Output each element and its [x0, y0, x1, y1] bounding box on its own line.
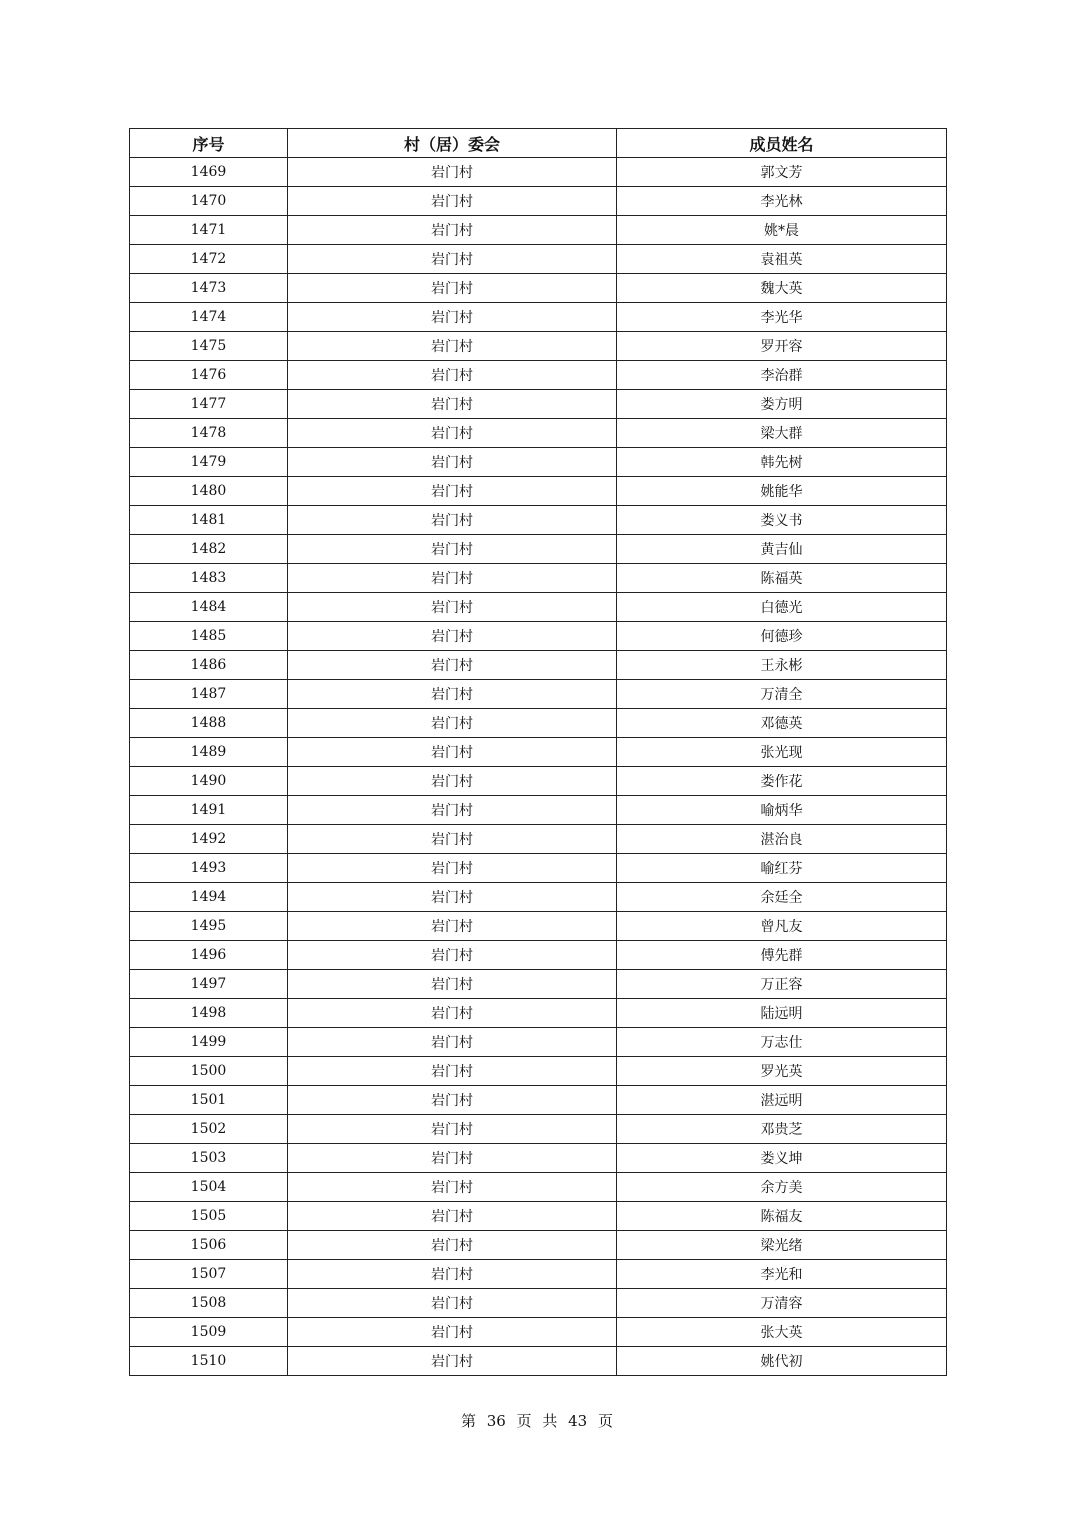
village-committee-cell: 岩门村: [288, 1202, 617, 1231]
village-committee-cell: 岩门村: [288, 1115, 617, 1144]
member-name-cell: 傅先群: [617, 941, 947, 970]
village-committee-cell: 岩门村: [288, 1318, 617, 1347]
member-name-cell: 余廷全: [617, 883, 947, 912]
table-row: [130, 680, 947, 709]
member-name-cell: 姚能华: [617, 477, 947, 506]
table-row: [130, 332, 947, 361]
village-committee-cell: 岩门村: [288, 912, 617, 941]
table-row: [130, 1115, 947, 1144]
table-row: [130, 245, 947, 274]
serial-number-cell: 1489: [130, 738, 288, 767]
serial-number-cell: 1494: [130, 883, 288, 912]
member-name-cell: 李光华: [617, 303, 947, 332]
member-name-cell: 万正容: [617, 970, 947, 999]
table-row: [130, 651, 947, 680]
serial-number-cell: 1469: [130, 158, 288, 187]
serial-number-cell: 1487: [130, 680, 288, 709]
serial-number-cell: 1492: [130, 825, 288, 854]
serial-number-cell: 1505: [130, 1202, 288, 1231]
table-row: [130, 767, 947, 796]
member-name-cell: 万志仕: [617, 1028, 947, 1057]
member-name-cell: 娄方明: [617, 390, 947, 419]
serial-number-cell: 1474: [130, 303, 288, 332]
serial-number-cell: 1500: [130, 1057, 288, 1086]
village-committee-cell: 岩门村: [288, 622, 617, 651]
serial-number-cell: 1480: [130, 477, 288, 506]
table-row: [130, 1057, 947, 1086]
village-committee-cell: 岩门村: [288, 477, 617, 506]
member-name-cell: 王永彬: [617, 651, 947, 680]
member-name-cell: 罗开容: [617, 332, 947, 361]
table-row: [130, 941, 947, 970]
serial-number-cell: 1485: [130, 622, 288, 651]
member-name-cell: 罗光英: [617, 1057, 947, 1086]
serial-number-cell: 1508: [130, 1289, 288, 1318]
member-name-cell: 喻红芬: [617, 854, 947, 883]
table-row: [130, 1173, 947, 1202]
table-row: [130, 158, 947, 187]
serial-number-cell: 1499: [130, 1028, 288, 1057]
member-roster-table: [129, 128, 947, 1376]
member-name-cell: 湛远明: [617, 1086, 947, 1115]
table-row: [130, 477, 947, 506]
header-member-name: 成员姓名: [617, 129, 947, 158]
table-row: [130, 216, 947, 245]
village-committee-cell: 岩门村: [288, 216, 617, 245]
table-row: [130, 1260, 947, 1289]
table-row: [130, 1318, 947, 1347]
serial-number-cell: 1482: [130, 535, 288, 564]
village-committee-cell: 岩门村: [288, 535, 617, 564]
village-committee-cell: 岩门村: [288, 680, 617, 709]
serial-number-cell: 1479: [130, 448, 288, 477]
serial-number-cell: 1498: [130, 999, 288, 1028]
member-name-cell: 何德珍: [617, 622, 947, 651]
serial-number-cell: 1504: [130, 1173, 288, 1202]
table-row: [130, 1028, 947, 1057]
village-committee-cell: 岩门村: [288, 1028, 617, 1057]
member-name-cell: 万清全: [617, 680, 947, 709]
member-name-cell: 白德光: [617, 593, 947, 622]
table-row: [130, 854, 947, 883]
village-committee-cell: 岩门村: [288, 245, 617, 274]
village-committee-cell: 岩门村: [288, 187, 617, 216]
member-name-cell: 娄义书: [617, 506, 947, 535]
member-name-cell: 梁大群: [617, 419, 947, 448]
member-name-cell: 袁祖英: [617, 245, 947, 274]
table-row: [130, 390, 947, 419]
table-row: [130, 999, 947, 1028]
serial-number-cell: 1509: [130, 1318, 288, 1347]
member-name-cell: 姚*晨: [617, 216, 947, 245]
table-row: [130, 535, 947, 564]
table-row: [130, 303, 947, 332]
village-committee-cell: 岩门村: [288, 1057, 617, 1086]
serial-number-cell: 1491: [130, 796, 288, 825]
village-committee-cell: 岩门村: [288, 1173, 617, 1202]
table-row: [130, 274, 947, 303]
member-name-cell: 陆远明: [617, 999, 947, 1028]
member-name-cell: 张大英: [617, 1318, 947, 1347]
serial-number-cell: 1501: [130, 1086, 288, 1115]
table-row: [130, 1289, 947, 1318]
serial-number-cell: 1473: [130, 274, 288, 303]
village-committee-cell: 岩门村: [288, 564, 617, 593]
member-name-cell: 张光现: [617, 738, 947, 767]
member-name-cell: 李光和: [617, 1260, 947, 1289]
member-name-cell: 姚代初: [617, 1347, 947, 1376]
serial-number-cell: 1486: [130, 651, 288, 680]
table-row: [130, 970, 947, 999]
serial-number-cell: 1507: [130, 1260, 288, 1289]
table-row: [130, 564, 947, 593]
village-committee-cell: 岩门村: [288, 854, 617, 883]
village-committee-cell: 岩门村: [288, 303, 617, 332]
member-name-cell: 韩先树: [617, 448, 947, 477]
village-committee-cell: 岩门村: [288, 593, 617, 622]
serial-number-cell: 1472: [130, 245, 288, 274]
table-row: [130, 448, 947, 477]
village-committee-cell: 岩门村: [288, 419, 617, 448]
member-name-cell: 娄作花: [617, 767, 947, 796]
serial-number-cell: 1506: [130, 1231, 288, 1260]
header-serial-number: 序号: [130, 129, 288, 158]
member-name-cell: 李治群: [617, 361, 947, 390]
table-row: [130, 738, 947, 767]
table-row: [130, 419, 947, 448]
village-committee-cell: 岩门村: [288, 767, 617, 796]
member-name-cell: 邓德英: [617, 709, 947, 738]
table-row: [130, 1231, 947, 1260]
table-row: [130, 1086, 947, 1115]
serial-number-cell: 1502: [130, 1115, 288, 1144]
serial-number-cell: 1475: [130, 332, 288, 361]
table-row: [130, 1144, 947, 1173]
table-row: [130, 361, 947, 390]
serial-number-cell: 1471: [130, 216, 288, 245]
member-name-cell: 余方美: [617, 1173, 947, 1202]
serial-number-cell: 1484: [130, 593, 288, 622]
serial-number-cell: 1476: [130, 361, 288, 390]
table-row: [130, 709, 947, 738]
village-committee-cell: 岩门村: [288, 1347, 617, 1376]
serial-number-cell: 1483: [130, 564, 288, 593]
page-footer: 第 36 页 共 43 页: [460, 1412, 613, 1430]
table-row: [130, 825, 947, 854]
header-row: [130, 129, 947, 158]
village-committee-cell: 岩门村: [288, 361, 617, 390]
member-name-cell: 梁光绪: [617, 1231, 947, 1260]
table-header: [130, 129, 947, 158]
serial-number-cell: 1495: [130, 912, 288, 941]
member-name-cell: 邓贵芝: [617, 1115, 947, 1144]
village-committee-cell: 岩门村: [288, 796, 617, 825]
member-name-cell: 魏大英: [617, 274, 947, 303]
member-name-cell: 黄吉仙: [617, 535, 947, 564]
village-committee-cell: 岩门村: [288, 970, 617, 999]
member-name-cell: 李光林: [617, 187, 947, 216]
village-committee-cell: 岩门村: [288, 999, 617, 1028]
serial-number-cell: 1497: [130, 970, 288, 999]
member-name-cell: 陈福英: [617, 564, 947, 593]
table-row: [130, 187, 947, 216]
village-committee-cell: 岩门村: [288, 390, 617, 419]
village-committee-cell: 岩门村: [288, 825, 617, 854]
village-committee-cell: 岩门村: [288, 738, 617, 767]
serial-number-cell: 1503: [130, 1144, 288, 1173]
village-committee-cell: 岩门村: [288, 1289, 617, 1318]
table-row: [130, 796, 947, 825]
member-name-cell: 湛治良: [617, 825, 947, 854]
member-name-cell: 万清容: [617, 1289, 947, 1318]
serial-number-cell: 1490: [130, 767, 288, 796]
member-name-cell: 曾凡友: [617, 912, 947, 941]
village-committee-cell: 岩门村: [288, 1086, 617, 1115]
member-name-cell: 喻炳华: [617, 796, 947, 825]
header-village-committee: 村（居）委会: [288, 129, 617, 158]
serial-number-cell: 1477: [130, 390, 288, 419]
village-committee-cell: 岩门村: [288, 709, 617, 738]
village-committee-cell: 岩门村: [288, 651, 617, 680]
village-committee-cell: 岩门村: [288, 274, 617, 303]
member-name-cell: 陈福友: [617, 1202, 947, 1231]
village-committee-cell: 岩门村: [288, 448, 617, 477]
table-row: [130, 1347, 947, 1376]
village-committee-cell: 岩门村: [288, 941, 617, 970]
village-committee-cell: 岩门村: [288, 506, 617, 535]
serial-number-cell: 1488: [130, 709, 288, 738]
village-committee-cell: 岩门村: [288, 158, 617, 187]
member-name-cell: 娄义坤: [617, 1144, 947, 1173]
village-committee-cell: 岩门村: [288, 1144, 617, 1173]
serial-number-cell: 1481: [130, 506, 288, 535]
table-body: [130, 158, 947, 1376]
table-row: [130, 1202, 947, 1231]
member-name-cell: 郭文芳: [617, 158, 947, 187]
table-row: [130, 593, 947, 622]
village-committee-cell: 岩门村: [288, 332, 617, 361]
table-row: [130, 912, 947, 941]
serial-number-cell: 1510: [130, 1347, 288, 1376]
serial-number-cell: 1470: [130, 187, 288, 216]
village-committee-cell: 岩门村: [288, 883, 617, 912]
serial-number-cell: 1496: [130, 941, 288, 970]
serial-number-cell: 1493: [130, 854, 288, 883]
serial-number-cell: 1478: [130, 419, 288, 448]
village-committee-cell: 岩门村: [288, 1260, 617, 1289]
table-row: [130, 622, 947, 651]
table-row: [130, 883, 947, 912]
village-committee-cell: 岩门村: [288, 1231, 617, 1260]
table-row: [130, 506, 947, 535]
